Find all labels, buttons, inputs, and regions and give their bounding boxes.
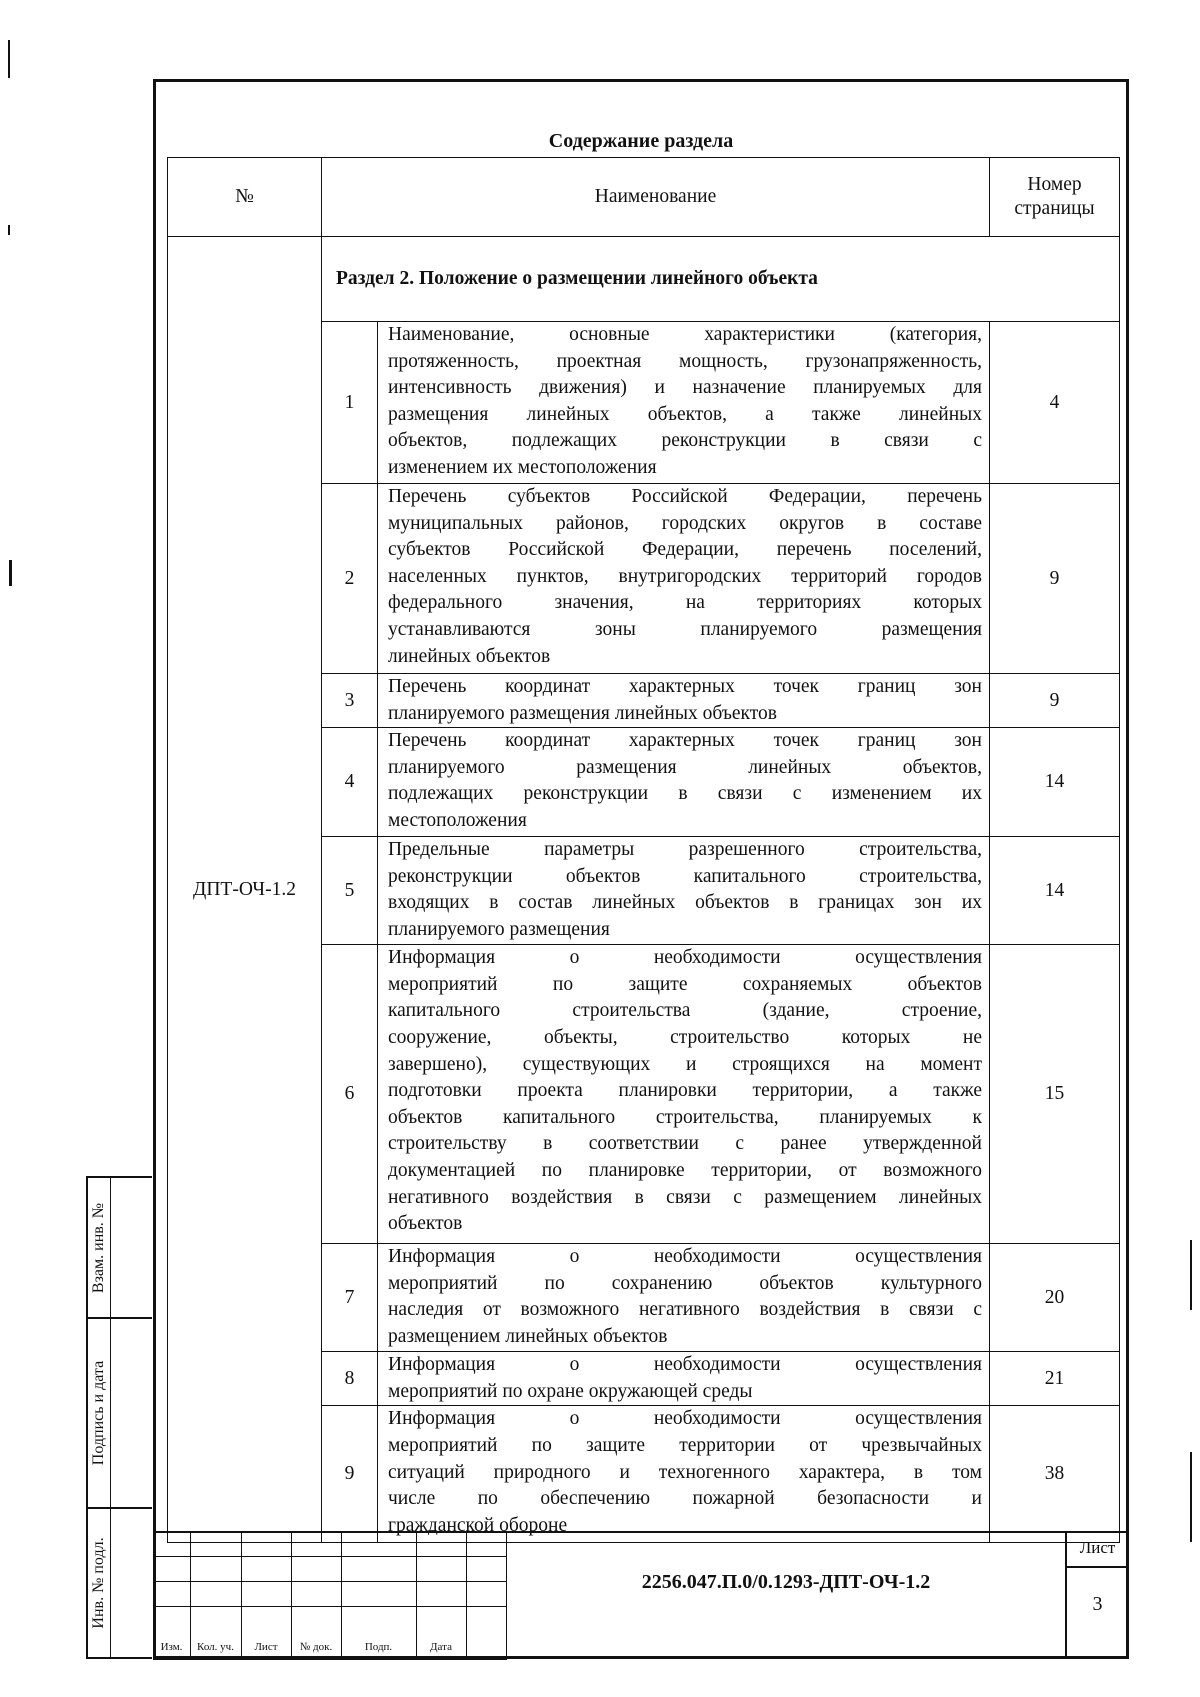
stamp-col-label: № док. (299, 1641, 333, 1653)
description-line: Перечень координат характерных точек границ зон (388, 676, 982, 697)
description-line: завершено), существующих и строящихся на момент (388, 1053, 982, 1075)
stamp-col-label: Дата (430, 1641, 452, 1653)
description-line: Информация о необходимости осуществления (388, 1408, 982, 1430)
description-line: объектов (388, 1213, 463, 1235)
row-number: 7 (322, 1244, 378, 1352)
description-line: объектов капитального строительства, планируемых к (388, 1106, 982, 1128)
row-description (378, 837, 990, 945)
row-description (378, 322, 990, 484)
side-vzam-label: Взам. инв. № (90, 1202, 107, 1293)
table-header-row (168, 158, 1120, 237)
scan-mark (1190, 1452, 1192, 1542)
row-number: 4 (322, 728, 378, 837)
section-heading-row (168, 237, 1120, 322)
scan-mark (8, 40, 10, 78)
description-line: интенсивность движения) и назначение планируемых для (388, 377, 982, 399)
description-line: Информация о необходимости осуществления (388, 947, 982, 969)
description-line: размещением линейных объектов (388, 1325, 668, 1347)
section-title: Содержание раздела (548, 130, 734, 152)
description-line: реконструкции объектов капитального строительства, (388, 865, 982, 887)
row-page: 14 (990, 837, 1120, 945)
row-number: 9 (322, 1406, 378, 1543)
description-line: планируемого размещения (388, 918, 610, 940)
description-line: муниципальных районов, городских округов в составе (388, 512, 982, 534)
description-line: документацией по планировке территории, от возможного (388, 1159, 982, 1181)
row-description (378, 945, 990, 1244)
sheet-label: Лист (1079, 1538, 1116, 1557)
description-line: ситуаций природного и техногенного характера, в том (388, 1461, 982, 1483)
description-line: наследия от возможного негативного воздействия в связи с (388, 1299, 982, 1321)
row-page: 15 (990, 945, 1120, 1244)
row-description (378, 728, 990, 837)
description-line: Предельные параметры разрешенного строительства, (388, 839, 982, 861)
row-number: 6 (322, 945, 378, 1244)
description-line: Информация о необходимости осуществления (388, 1246, 982, 1268)
description-line: размещения линейных объектов, а также линейных (388, 403, 982, 425)
row-number: 3 (322, 674, 378, 728)
description-line: мероприятий по сохранению объектов культурного (388, 1272, 982, 1294)
document-designation: 2256.047.П.0/0.1293-ДПТ-ОЧ-1.2 (641, 1571, 931, 1593)
contents-table (167, 157, 1120, 1543)
scan-mark (8, 225, 10, 235)
row-page: 9 (990, 484, 1120, 674)
description-line: капитального строительства (здание, строение, (388, 1000, 982, 1022)
description-line: планируемого размещения линейных объектов, (388, 756, 982, 778)
stamp-col-label: Подп. (364, 1641, 393, 1653)
side-podpis-label: Подпись и дата (90, 1360, 107, 1466)
header-no: № (168, 158, 322, 237)
stamp-col-label: Лист (254, 1641, 278, 1653)
description-line: населенных пунктов, внутригородских территорий городов (388, 565, 982, 587)
row-number: 8 (322, 1352, 378, 1406)
description-line: подлежащих реконструкции в связи с изменением их (388, 783, 982, 805)
scan-mark (9, 560, 12, 586)
row-description (378, 1244, 990, 1352)
row-description (378, 1406, 990, 1543)
row-description (378, 484, 990, 674)
description-line: федерального значения, на территориях которых (388, 592, 982, 614)
row-number: 2 (322, 484, 378, 674)
description-line: протяженность, проектная мощность, грузонапряженность, (388, 350, 982, 372)
description-line: Перечень координат характерных точек границ зон (388, 730, 982, 752)
description-line: гражданской обороне (388, 1514, 568, 1536)
doc-code: ДПТ-ОЧ-1.2 (193, 878, 296, 900)
side-inv-label: Инв. № подл. (90, 1537, 107, 1629)
stamp-col-label: Изм. (160, 1641, 183, 1653)
description-line: мероприятий по защите сохраняемых объектов (388, 973, 982, 995)
description-line: Перечень субъектов Российской Федерации, перечень (388, 486, 982, 507)
description-line: объектов, подлежащих реконструкции в связи с (388, 430, 982, 452)
description-line: изменением их местоположения (388, 456, 657, 478)
row-description (378, 674, 990, 728)
row-page: 21 (990, 1352, 1120, 1406)
description-line: устанавливаются зоны планируемого размещения (388, 618, 982, 640)
row-page: 9 (990, 674, 1120, 728)
row-page: 38 (990, 1406, 1120, 1543)
description-line: местоположения (388, 809, 527, 831)
row-description (378, 1352, 990, 1406)
description-line: субъектов Российской Федерации, перечень поселений, (388, 539, 982, 561)
row-page: 4 (990, 322, 1120, 484)
description-line: Информация о необходимости осуществления (388, 1354, 982, 1376)
doc-code-cell (168, 237, 322, 1543)
description-line: планируемого размещения линейных объектов (388, 702, 777, 724)
side-inv-box (86, 1509, 152, 1659)
description-line: линейных объектов (388, 645, 551, 667)
description-line: входящих в состав линейных объектов в границах зон их (388, 892, 982, 914)
description-line: негативного воздействия в связи с размещением линейных (388, 1186, 982, 1208)
description-line: Наименование, основные характеристики (категория, (388, 324, 982, 345)
row-number: 1 (322, 322, 378, 484)
description-line: подготовки проекта планировки территории, а также (388, 1080, 982, 1102)
header-page: Номер страницы (990, 158, 1120, 237)
scan-mark (1190, 1240, 1192, 1310)
row-page: 20 (990, 1244, 1120, 1352)
header-name: Наименование (322, 158, 990, 237)
description-line: мероприятий по охране окружающей среды (388, 1380, 753, 1402)
sheet-number: 3 (1092, 1593, 1103, 1615)
row-number: 5 (322, 837, 378, 945)
row-page: 14 (990, 728, 1120, 837)
description-line: сооружение, объекты, строительство которых не (388, 1026, 982, 1048)
section-heading: Раздел 2. Положение о размещении линейного объекта (322, 237, 1120, 322)
description-line: строительству в соответствии с ранее утвержденной (388, 1133, 982, 1155)
side-vzam-box (86, 1176, 152, 1319)
description-line: числе по обеспечению пожарной безопасности и (388, 1488, 982, 1510)
title-block (153, 1531, 1129, 1659)
side-podpis-box (86, 1319, 152, 1509)
description-line: мероприятий по защите территории от чрезвычайных (388, 1434, 982, 1456)
stamp-col-label: Кол. уч. (197, 1641, 234, 1653)
